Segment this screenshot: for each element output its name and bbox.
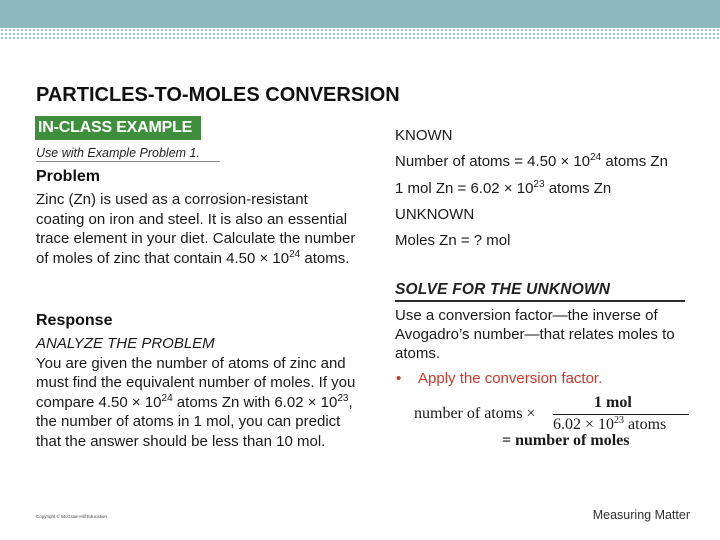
unknown-label: UNKNOWN — [395, 206, 475, 223]
use-with-note: Use with Example Problem 1. — [36, 146, 200, 160]
formula-denominator: $6.02 \times 10^{23}$ atoms — [553, 415, 667, 433]
solve-text: Use a conversion factor—the inverse of Avogadro’s number—that relates moles to atoms. — [395, 307, 675, 362]
use-with-underline — [36, 161, 220, 162]
solve-heading: SOLVE FOR THE UNKNOWN — [395, 281, 611, 298]
response-heading: Response — [36, 312, 113, 329]
problem-text: Zinc (Zn) is used as a corrosion-resistant coating on iron and steel. It is also an essential trace element in your diet. Calculate the number of moles of zinc that contain $4.50 \times 10^{24}$ atoms. — [36, 191, 356, 267]
analyze-label: ANALYZE THE PROBLEM — [36, 335, 215, 352]
unknown-moles-zn: Moles Zn = ? mol — [395, 232, 511, 249]
apply-conversion-text: Apply the conversion factor. — [418, 370, 603, 387]
header-band — [0, 0, 720, 28]
problem-heading: Problem — [36, 168, 101, 185]
analyze-problem-text: ANALYZE THE PROBLEM You are given the number of atoms of zinc and must find the equivalent number of moles. If you compare $4.50 \times 10^{24}$ atoms Zn with $6.02 \times 10^{23}$, the number of atoms in 1 mol, you can predict that the answer should be less than 10 mol. — [36, 334, 366, 451]
solve-heading-rule — [395, 300, 685, 302]
known-label: KNOWN — [395, 127, 453, 144]
copyright-notice: Copyright © McGraw-Hill Education — [36, 514, 107, 519]
bullet-icon: • — [396, 370, 402, 387]
header-dot-pattern — [0, 28, 720, 40]
formula-numerator: 1 mol — [594, 394, 632, 411]
footer-chapter-title: Measuring Matter — [592, 508, 690, 522]
slide-title: PARTICLES-TO-MOLES CONVERSION — [36, 84, 400, 106]
formula-left: number of atoms × — [414, 405, 536, 422]
known-mol-conversion: 1 mol $Zn = 6.02 \times 10^{23}$ atoms Zn — [395, 179, 612, 197]
known-number-of-atoms: Number of atoms = $4.50 \times 10^{24}$ atoms Zn — [395, 152, 668, 170]
formula-result: = number of moles — [502, 432, 630, 449]
conversion-formula — [414, 392, 694, 452]
in-class-example-badge: IN-CLASS EXAMPLE — [35, 116, 201, 140]
